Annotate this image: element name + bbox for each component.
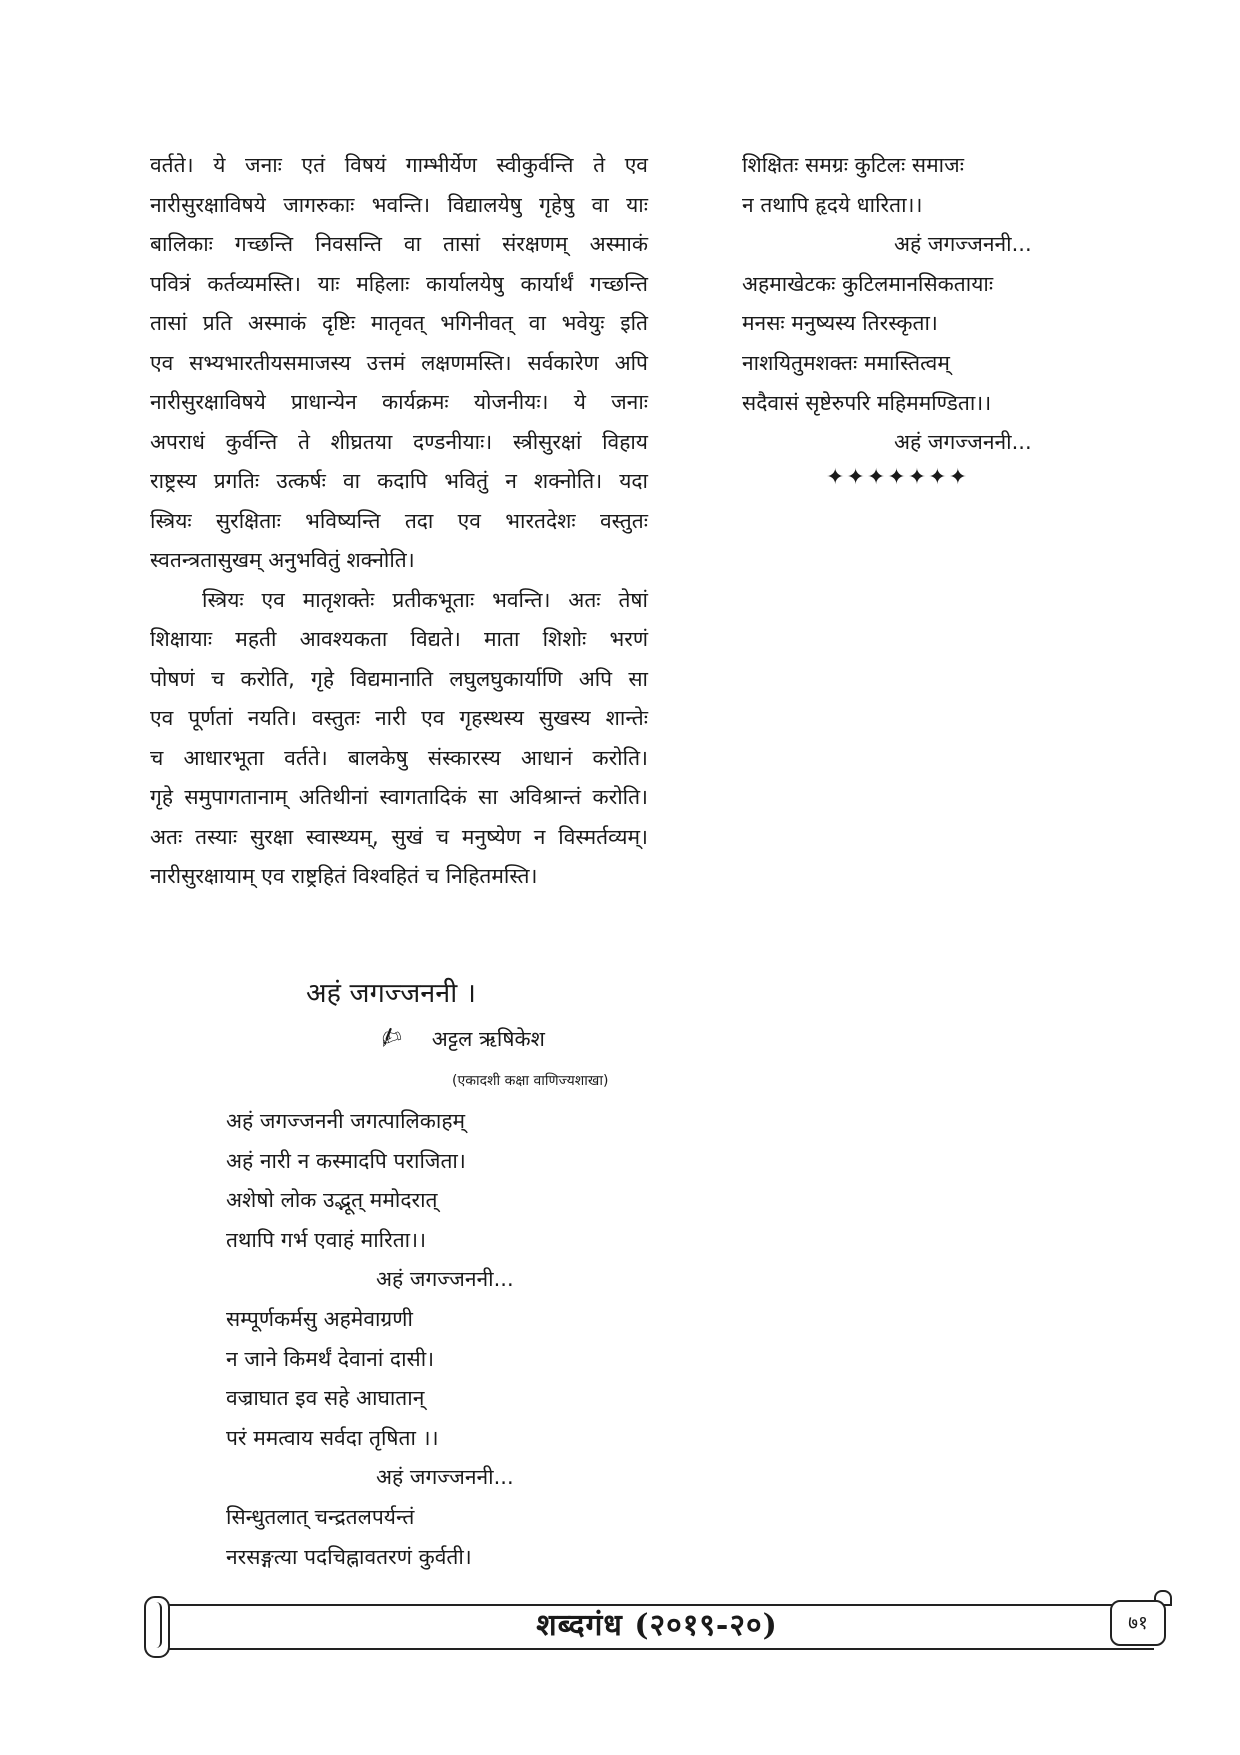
author-byline <box>375 1020 545 1056</box>
refrain-line: अहं जगज्जननी... <box>376 1465 514 1490</box>
prose-line: एव पूर्णतां नयति। वस्तुतः नारी एव गृहस्थस्य सुखस्य शान्तेः <box>150 706 648 730</box>
star-divider: ✦✦✦✦✦✦✦ <box>826 464 970 490</box>
prose-line: स्त्रियः सुरक्षिताः भविष्यन्ति तदा एव भारतदेशः वस्तुतः <box>150 508 648 533</box>
verse-line: नाशयितुमशक्तः ममास्तित्वम् <box>742 350 950 375</box>
prose-line: अपराधं कुर्वन्ति ते शीघ्रतया दण्डनीयाः। स्त्रीसुरक्षां विहाय <box>150 429 648 454</box>
verse-line: मनसः मनुष्यस्य तिरस्कृता। <box>742 311 938 336</box>
refrain-line: अहं जगज्जननी... <box>894 430 1032 455</box>
pen-icon: ✍ <box>375 1020 407 1056</box>
prose-line: बालिकाः गच्छन्ति निवसन्ति वा तासां संरक्षणम् अस्माकं <box>150 232 648 256</box>
prose-line: अतः तस्याः सुरक्षा स्वास्थ्यम्, सुखं च मनुष्येण न विस्मर्तव्यम्। <box>150 824 648 849</box>
prose-line: राष्ट्रस्य प्रगतिः उत्कर्षः वा कदापि भवितुं न शक्नोति। यदा <box>150 469 648 493</box>
prose-line: एव सभ्यभारतीयसमाजस्य उत्तमं लक्षणमस्ति। सर्वकारेण अपि <box>150 350 648 375</box>
prose-line: पवित्रं कर्तव्यमस्ति। याः महिलाः कार्यालयेषु कार्यार्थं गच्छन्ति <box>150 271 648 296</box>
magazine-title: शब्दगंध (२०१९-२०) <box>536 1608 778 1643</box>
verse-line: सिन्धुतलात् चन्द्रतलपर्यन्तं <box>226 1504 415 1529</box>
prose-line: स्त्रियः एव मातृशक्तेः प्रतीकभूताः भवन्ति। अतः तेषां <box>202 587 648 612</box>
verse-line: परं ममत्वाय सर्वदा तृषिता ।। <box>226 1425 439 1450</box>
author-class: (एकादशी कक्षा वाणिज्यशाखा) <box>452 1073 609 1089</box>
prose-line: नारीसुरक्षायाम् एव राष्ट्रहितं विश्वहितं च निहितमस्ति। <box>150 864 538 888</box>
prose-line: च आधारभूता वर्तते। बालकेषु संस्कारस्य आधानं करोति। <box>150 745 648 770</box>
author-name: अट्टल ऋषिकेश <box>431 1027 545 1051</box>
prose-line: स्वतन्त्रतासुखम् अनुभवितुं शक्नोति। <box>150 548 415 572</box>
verse-line: शिक्षितः समग्रः कुटिलः समाजः <box>742 153 964 177</box>
prose-line: नारीसुरक्षाविषये प्राधान्येन कार्यक्रमः योजनीयः। ये जनाः <box>150 390 648 414</box>
verse-line: अहं नारी न कस्मादपि पराजिता। <box>226 1148 466 1173</box>
verse-line: वज्राघात इव सहे आघातान् <box>226 1386 425 1411</box>
verse-line: सम्पूर्णकर्मसु अहमेवाग्रणी <box>226 1306 413 1331</box>
prose-line: तासां प्रति अस्माकं दृष्टिः मातृवत् भगिनीवत् वा भवेयुः इति <box>150 311 648 335</box>
refrain-line: अहं जगज्जननी... <box>376 1267 514 1292</box>
poem-body <box>226 1102 514 1577</box>
prose-line: शिक्षायाः महती आवश्यकता विद्यते। माता शिशोः भरणं <box>150 627 648 651</box>
footer-banner <box>142 1596 1172 1656</box>
prose-line: वर्तते। ये जनाः एतं विषयं गाम्भीर्येण स्वीकुर्वन्ति ते एव <box>150 153 648 177</box>
verse-line: न जाने किमर्थं देवानां दासी। <box>226 1346 435 1371</box>
paragraph-2 <box>150 581 648 897</box>
poem-title: अहं जगज्जननी । <box>306 978 477 1009</box>
verse-line: सदैवासं सृष्टेरुपरि महिममण्डिता।। <box>742 390 992 415</box>
verse-line: तथापि गर्भ एवाहं मारिता।। <box>226 1227 427 1252</box>
paragraph-1 <box>150 146 648 581</box>
verse-line: अहं जगज्जननी जगत्पालिकाहम् <box>226 1109 466 1133</box>
verse-line: नरसङ्गत्या पदचिह्नावतरणं कुर्वती। <box>226 1544 472 1569</box>
prose-line: पोषणं च करोति, गृहे विद्यमानाति लघुलघुकार्याणि अपि सा <box>150 666 648 691</box>
prose-line: गृहे समुपागतानाम् अतिथीनां स्वागतादिकं सा अविश्रान्तं करोति। <box>150 785 648 809</box>
left-prose-column <box>150 146 648 897</box>
verse-line: न तथापि हृदये धारिता।। <box>742 192 923 217</box>
right-poem-column <box>742 146 1082 493</box>
page-number: ७१ <box>1110 1600 1166 1646</box>
refrain-line: अहं जगज्जननी... <box>894 232 1032 257</box>
verse-line: अहमाखेटकः कुटिलमानसिकतायाः <box>742 271 994 296</box>
prose-line: नारीसुरक्षाविषये जागरुकाः भवन्ति। विद्यालयेषु गृहेषु वा याः <box>150 192 648 217</box>
verse-line: अशेषो लोक उद्भूत् ममोदरात् <box>226 1188 438 1213</box>
